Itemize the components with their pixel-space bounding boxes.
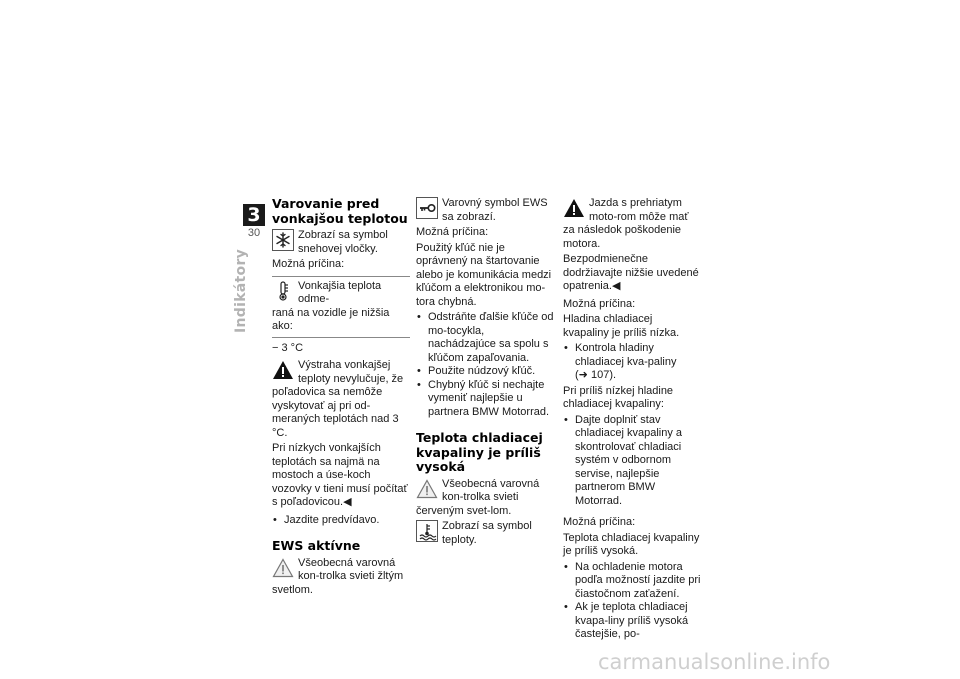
end-mark: ◀: [611, 280, 621, 292]
red-light-text: Všeobecná varovná kon-trolka svieti červeným svet-lom.: [416, 477, 540, 517]
heading-coolant-too-hot: Teplota chladiacej kvapaliny je príliš vysoká: [416, 430, 543, 474]
list-item: • Jazdite predvídavo.: [272, 514, 410, 528]
temperature-value: 3 °C: [281, 341, 304, 354]
cause-text: Hladina chladiacej kvapaliny je príliš nízka.: [563, 313, 680, 339]
temp-box-line-a: Vonkajšia teplota odme-: [298, 279, 382, 305]
list-item: • Použite núdzový kľúč.: [416, 365, 554, 379]
thermometer-icon: [272, 280, 294, 302]
temperature-info-box: [272, 276, 410, 338]
snowflake-text: Zobrazí sa symbol snehovej vločky.: [298, 229, 388, 255]
page-reference: 107: [590, 369, 610, 381]
cause-text: Použitý kľúč nie je oprávnený na štartovanie alebo je komunikácia medzi kľúčom a elektronikou mo-tora chybná.: [416, 241, 552, 308]
column-3: [563, 197, 701, 644]
temp-box-line-c: ako:: [272, 320, 293, 332]
list-item: • Na ochladenie motora podľa možností jazdite pri čiastočnom zaťažení.: [563, 561, 701, 602]
heading-outside-temp-warning: Varovanie pred vonkajšou teplotou: [272, 196, 408, 226]
list-item: • Ak je teplota chladiacej kvapa-liny príliš vysoká častejšie, po-: [563, 601, 701, 642]
key-icon: [416, 197, 438, 219]
overheat-warning-text-a: Jazda s prehriatym moto-rom môže mať za následok poškodenie motora.: [563, 197, 689, 250]
coolant-temp-text: Zobrazí sa symbol teploty.: [442, 520, 532, 546]
cause-text: Teplota chladiacej kvapaliny je príliš vysoká.: [563, 531, 700, 557]
heading-ews-active: EWS aktívne: [272, 538, 361, 553]
warning-triangle-outline-icon: [272, 557, 294, 579]
column-2: [416, 197, 554, 549]
cause-label: Možná príčina:: [563, 297, 636, 310]
cause-label: Možná príčina:: [416, 226, 489, 238]
snowflake-icon: [272, 229, 294, 251]
column-1: [272, 197, 410, 599]
key-row: [416, 197, 554, 224]
list-item: • Odstráňte ďalšie kľúče od mo-tocykla, nachádzajúce sa spolu s kľúčom zapaľovania.: [416, 311, 554, 365]
ews-text: Všeobecná varovná kon-trolka svieti žltým svetlom.: [272, 556, 404, 596]
list-item: • Dajte doplniť stav chladiacej kvapaliny a skontrolovať chladiaci systém v odbornom servise, najlepšie partnerom BMW Motorrad.: [563, 414, 701, 509]
overheat-warning-block: [563, 197, 701, 251]
cause-label: Možná príčina:: [563, 516, 636, 528]
red-light-row: [416, 478, 554, 519]
warning-triangle-icon: [272, 359, 294, 381]
page-number: 30: [247, 227, 261, 239]
overheat-warning-text-b: Bezpodmienečne dodržiavajte nižšie uvedené opatrenia.: [563, 253, 699, 292]
arrow-right-icon: ➜: [578, 369, 588, 381]
snowflake-row: [272, 229, 410, 256]
end-mark: ◀: [343, 496, 352, 508]
bullet-list: [272, 514, 410, 528]
key-text: Varovný symbol EWS sa zobrazí.: [442, 197, 548, 223]
temperature-value-row: [272, 342, 410, 356]
bullet-list: [416, 311, 554, 419]
bullet-list: [563, 561, 701, 642]
cause-label: Možná príčina:: [272, 258, 345, 270]
watermark: carmanualsonline.info: [598, 650, 831, 674]
warning-text-a: Výstraha vonkajšej teploty nevylučuje, že poľadovica sa nemôže vyskytovať aj pri od-meraných teplotách nad 3 °C.: [272, 359, 404, 439]
section-title-vertical: Indikátory: [233, 248, 249, 333]
warning-triangle-outline-icon: [416, 478, 438, 500]
coolant-temperature-icon: [416, 520, 438, 542]
list-item: • Chybný kľúč si nechajte vymeniť najlepšie u partnera BMW Motorrad.: [416, 379, 554, 420]
temp-box-line-b: raná na vozidle je nižšia: [272, 306, 390, 319]
low-level-text: Pri príliš nízkej hladine chladiacej kvapaliny:: [563, 384, 674, 410]
list-item: • Kontrola hladiny chladiacej kva-paliny (➜ 107).: [563, 342, 701, 383]
bullet-list: [563, 414, 701, 509]
bullet-list: [563, 342, 701, 383]
warning-triangle-icon: [563, 197, 585, 219]
chapter-number: 3: [243, 204, 265, 226]
warning-text-b: Pri nízkych vonkajších teplotách sa najmä na mostoch a úse-koch vozovky v tieni musí počítať s poľadovicou.: [272, 442, 408, 508]
minus-sign: −: [272, 341, 279, 354]
warning-block: [272, 359, 410, 440]
ews-row: [272, 557, 410, 598]
coolant-temp-row: [416, 520, 554, 547]
